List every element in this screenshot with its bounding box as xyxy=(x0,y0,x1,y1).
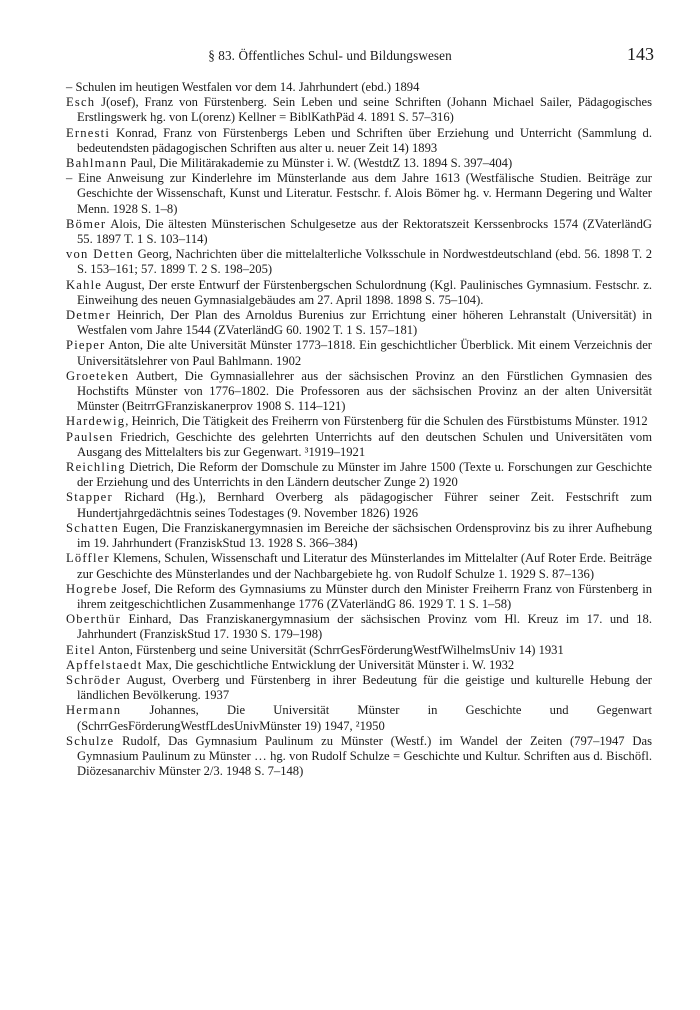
entry-author: Schatten xyxy=(66,520,119,535)
entry-text: Klemens, Schulen, Wissenschaft und Literatur des Münsterlandes im Mittelalter (Auf Roter Erde. Beiträge zur Geschichte des Münsterlandes und der Nachbargebiete hg. von Rudolf Schulze 1. 1929 S. 87–136) xyxy=(77,551,652,581)
entry-text: Rudolf, Das Gymnasium Paulinum zu Münster (Westf.) im Wandel der Zeiten (797–1947 Das Gymnasium Paulinum zu Münster … hg. von Rudolf Schulze = Geschichte und Kultur. Schriften aus d. Bischöfl. Diözesanarchiv Münster 2/3. 1948 S. 7–148) xyxy=(77,733,652,779)
bibliography-entry xyxy=(66,521,652,551)
entry-text: Josef, Die Reform des Gymnasiums zu Münster durch den Minister Freiherrn Franz von Fürstenberg in ihrem zeitgeschichtlichen Zusammenhange 1776 (ZVaterländG 86. 1929 T. 1 S. 1–58) xyxy=(77,581,652,611)
bibliography-entry xyxy=(66,582,652,612)
entry-text: Anton, Die alte Universität Münster 1773–1818. Ein geschichtlicher Überblick. Mit einem Verzeichnis der Universitätslehrer von Paul Bahlmann. 1902 xyxy=(77,338,652,368)
entry-author: Bömer xyxy=(66,216,107,231)
bibliography-entry xyxy=(66,126,652,156)
entry-author: Esch xyxy=(66,95,96,110)
bibliography-entry xyxy=(66,308,652,338)
entry-author: Hardewig xyxy=(66,414,126,429)
running-head xyxy=(66,44,654,66)
page-number: 143 xyxy=(627,44,654,64)
bibliography-entry xyxy=(66,278,652,308)
entry-author: Paulsen xyxy=(66,429,114,444)
entry-text: – Schulen im heutigen Westfalen vor dem 14. Jahrhundert (ebd.) 1894 xyxy=(66,80,420,94)
entry-author: von Detten xyxy=(66,247,135,262)
bibliography-entry xyxy=(66,673,652,703)
section-title: § 83. Öffentliches Schul- und Bildungswesen xyxy=(208,48,452,63)
entry-text: Alois, Die ältesten Münsterischen Schulgesetze aus der Rektoratszeit Kerssenbrocks 1574 (ZVaterländG 55. 1897 T. 1 S. 103–114) xyxy=(77,216,652,247)
entry-text: Eugen, Die Franziskanergymnasien im Bereiche der sächsischen Ordensprovinz bis zu ihrer Aufhebung im 19. Jahrhundert (FranziskStud 13. 1928 S. 366–384) xyxy=(77,520,652,551)
entry-author: Bahlmann xyxy=(66,156,128,171)
bibliography-entry xyxy=(66,95,652,125)
bibliography-list xyxy=(66,80,652,779)
entry-author: Detmer xyxy=(66,308,111,323)
entry-text: Einhard, Das Franziskanergymnasium der sächsischen Provinz vom Hl. Kreuz im 17. und 18. Jahrhundert (FranziskStud 17. 1930 S. 179–198) xyxy=(77,612,652,642)
entry-text: August, Der erste Entwurf der Fürstenbergschen Schulordnung (Kgl. Paulinisches Gymnasium. Festschr. z. Einweihung des neuen Gymnasialgebäudes am 27. April 1898. 1898 S. 75–104). xyxy=(77,277,652,307)
bibliography-entry xyxy=(66,369,652,415)
entry-author: Pieper xyxy=(66,338,106,353)
entry-author: Reichling xyxy=(66,460,126,475)
entry-text: J(osef), Franz von Fürstenberg. Sein Leben und seine Schriften (Johann Michael Sailer, Pädagogisches Erstlingswerk hg. von L(orenz) Kellner = BiblKathPäd 4. 1891 S. 57–316) xyxy=(77,95,652,125)
entry-author: Schröder xyxy=(66,672,122,687)
entry-text: Dietrich, Die Reform der Domschule zu Münster im Jahre 1500 (Texte u. Forschungen zur Geschichte der Erziehung und des Unterrichts in den Ländern deutscher Zunge 2) 1920 xyxy=(77,460,652,490)
bibliography-entry xyxy=(66,217,652,247)
entry-author: Löffler xyxy=(66,551,110,566)
bibliography-entry xyxy=(66,460,652,490)
entry-author: Apffelstaedt xyxy=(66,657,143,672)
entry-author: Schulze xyxy=(66,733,115,748)
bibliography-entry xyxy=(66,703,652,733)
entry-text: Paul, Die Militärakademie zu Münster i. W. (WestdtZ 13. 1894 S. 397–404) xyxy=(127,156,513,171)
entry-author: Ernesti xyxy=(66,125,111,140)
entry-text: Friedrich, Geschichte des gelehrten Unterrichts auf den deutschen Schulen und Universitäten vom Ausgang des Mittelalters bis zur Gegenwart. ³1919–1921 xyxy=(77,429,652,459)
bibliography-entry xyxy=(66,414,652,429)
entry-author: Eitel xyxy=(66,642,96,657)
entry-text: Georg, Nachrichten über die mittelalterliche Volksschule in Nordwestdeutschland (ebd. 56. 1898 T. 2 S. 153–161; 57. 1899 T. 2 S. 198–205) xyxy=(77,247,653,277)
bibliography-entry xyxy=(66,430,652,460)
bibliography-entry xyxy=(66,551,652,581)
bibliography-entry xyxy=(66,338,652,368)
entry-text: Konrad, Franz von Fürstenbergs Leben und Schriften über Erziehung und Unterricht (Sammlung d. bedeutendsten pädagogischen Schriften aus alter u. neuer Zeit 14) 1893 xyxy=(77,125,652,155)
bibliography-entry xyxy=(66,643,652,658)
entry-author: Hogrebe xyxy=(66,581,118,596)
entry-text: August, Overberg und Fürstenberg in ihrer Bedeutung für die geistige und kulturelle Hebung der ländlichen Bevölkerung. 1937 xyxy=(77,672,652,703)
entry-text: Heinrich, Der Plan des Arnoldus Burenius zur Errichtung einer höheren Lehranstalt (Universität) in Westfalen vom Jahre 1544 (ZVaterländG 60. 1902 T. 1 S. 157–181) xyxy=(77,308,652,338)
entry-text: – Eine Anweisung zur Kinderlehre im Münsterlande aus dem Jahre 1613 (Westfälische Studien. Beiträge zur Geschichte der Wissenschaft, Kunst und Literatur. Festschr. f. Alois Bömer hg. v. Hermann Degering und Walter Menn. 1928 S. 1–8) xyxy=(66,171,652,216)
bibliography-entry xyxy=(66,247,652,277)
bibliography-entry xyxy=(66,734,652,780)
entry-text: , Heinrich, Die Tätigkeit des Freiherrn von Fürstenberg für die Schulen des Fürstbistums Münster. 1912 xyxy=(125,414,648,429)
entry-text: Richard (Hg.), Bernhard Overberg als pädagogischer Führer seiner Zeit. Festschrift zum Hundertjahrgedächtnis seines Todestages (9. November 1826) 1926 xyxy=(77,490,652,520)
entry-text: Johannes, Die Universität Münster in Geschichte und Gegenwart (SchrrGesFörderungWestfLdesUnivMünster 19) 1947, ²1950 xyxy=(77,703,652,733)
entry-author: Hermann xyxy=(66,703,122,718)
entry-author: Groeteken xyxy=(66,368,130,383)
entry-author: Oberthür xyxy=(66,612,122,627)
bibliography-entry xyxy=(66,658,652,673)
bibliography-entry xyxy=(66,156,652,171)
bibliography-entry xyxy=(66,612,652,642)
bibliography-entry xyxy=(66,490,652,520)
entry-author: Stapper xyxy=(66,490,113,505)
entry-text: Max, Die geschichtliche Entwicklung der Universität Münster i. W. 1932 xyxy=(142,657,515,672)
entry-text: Anton, Fürstenberg und seine Universität (SchrrGesFörderungWestfWilhelmsUniv 14) 1931 xyxy=(95,642,564,657)
bibliography-entry xyxy=(66,171,652,217)
entry-author: Kahle xyxy=(66,277,103,292)
bibliography-entry xyxy=(66,80,652,95)
entry-text: Autbert, Die Gymnasiallehrer aus der sächsischen Provinz an den Fürstlichen Gymnasien des Hochstifts Münster von 1776–1802. Die Professoren aus der sächsischen Provinz an der alten Universität Münster (BeitrrGFranziskanerprov 1908 S. 114–121) xyxy=(77,368,652,414)
